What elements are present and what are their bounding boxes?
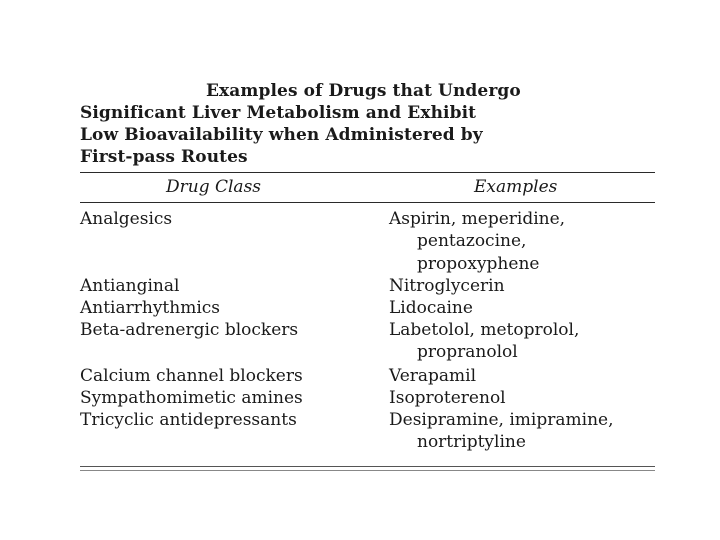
example-line: Isoproterenol bbox=[389, 388, 506, 408]
table-bottom-rule bbox=[80, 466, 655, 467]
examples-cell bbox=[389, 275, 505, 297]
example-line: Labetolol, metoprolol, bbox=[389, 320, 580, 340]
examples-cell bbox=[389, 208, 565, 275]
drug-class-cell: Analgesics bbox=[80, 209, 173, 229]
drug-class-cell: Antianginal bbox=[80, 276, 180, 296]
example-line: pentazocine, bbox=[417, 231, 527, 252]
title-line: Examples of Drugs that Undergo bbox=[206, 81, 521, 101]
column-header-examples: Examples bbox=[474, 177, 558, 197]
example-line: Nitroglycerin bbox=[389, 276, 505, 296]
example-line: Verapamil bbox=[389, 366, 477, 386]
column-header-drug-class: Drug Class bbox=[166, 177, 262, 197]
drug-class-cell: Tricyclic antidepressants bbox=[80, 410, 297, 430]
drug-class-cell: Antiarrhythmics bbox=[80, 298, 221, 318]
examples-cell bbox=[389, 297, 473, 319]
drug-class-cell: Sympathomimetic amines bbox=[80, 388, 303, 408]
examples-cell bbox=[389, 387, 506, 409]
examples-cell bbox=[389, 319, 579, 364]
example-line: Aspirin, meperidine, bbox=[389, 209, 566, 229]
title-line: Low Bioavailability when Administered by bbox=[80, 125, 483, 145]
example-line: propoxyphene bbox=[417, 253, 540, 274]
drug-class-cell: Beta-adrenergic blockers bbox=[80, 320, 299, 340]
table-bottom-rule bbox=[80, 470, 655, 471]
title-line: Significant Liver Metabolism and Exhibit bbox=[80, 103, 477, 123]
example-line: Desipramine, imipramine, bbox=[389, 410, 614, 430]
example-line: nortriptyline bbox=[417, 432, 526, 453]
examples-cell bbox=[389, 409, 613, 454]
title-line: First-pass Routes bbox=[80, 147, 248, 167]
examples-cell bbox=[389, 365, 476, 387]
drug-class-cell: Calcium channel blockers bbox=[80, 366, 303, 386]
example-line: propranolol bbox=[417, 342, 518, 363]
example-line: Lidocaine bbox=[389, 298, 473, 318]
